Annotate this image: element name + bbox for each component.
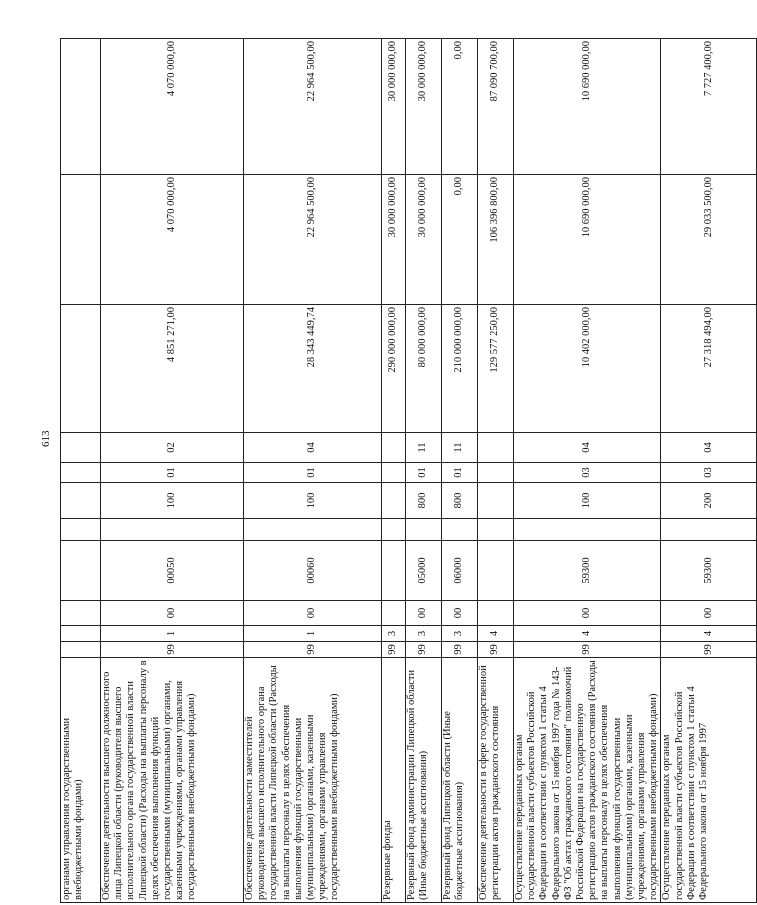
sum-year-2: 22 964 500,00	[244, 175, 382, 305]
code-rz: 4	[514, 626, 661, 642]
sum-year-1: 27 318 494,00	[661, 305, 757, 433]
code-section: 03	[661, 463, 757, 483]
code-cs-extra	[244, 519, 382, 541]
code-gr: 99	[382, 642, 406, 658]
code-section: 03	[514, 463, 661, 483]
sum-year-3: 4 070 000,00	[101, 39, 244, 175]
sum-year-1: 129 577 250,00	[478, 305, 514, 433]
table-row	[661, 39, 757, 903]
code-cs-extra	[406, 519, 442, 541]
sum-year-1: 4 851 271,00	[101, 305, 244, 433]
code-subsection	[61, 433, 101, 463]
code-gr: 99	[514, 642, 661, 658]
row-description: органами управления государственными внебюджетными фондами)	[61, 658, 101, 903]
code-cs	[478, 541, 514, 601]
table-row	[244, 39, 382, 903]
sum-year-2: 4 070 000,00	[101, 175, 244, 305]
table-row	[478, 39, 514, 903]
code-cs-extra	[382, 519, 406, 541]
code-section: 01	[101, 463, 244, 483]
sum-year-3: 0,00	[442, 39, 478, 175]
code-section	[478, 463, 514, 483]
code-rz: 1	[244, 626, 382, 642]
code-pr: 00	[514, 601, 661, 626]
code-vr	[382, 483, 406, 519]
sum-year-1: 290 000 000,00	[382, 305, 406, 433]
row-description: Резервные фонды	[382, 658, 406, 903]
code-cs-extra	[61, 519, 101, 541]
code-subsection: 04	[661, 433, 757, 463]
sum-year-1: 210 000 000,00	[442, 305, 478, 433]
code-gr: 99	[478, 642, 514, 658]
code-cs-extra	[101, 519, 244, 541]
row-description: Обеспечение деятельности заместителей руководителя высшего исполнительного органа государственной власти Липецкой области (Расходы на выплаты персоналу в целях обеспечения выполнения функций государственными (муниципальными) органами, казенными учреждениями, органами управления государственными внебюджетными фондами)	[244, 658, 382, 903]
sum-year-3: 22 964 500,00	[244, 39, 382, 175]
code-cs-extra	[478, 519, 514, 541]
code-pr: 00	[406, 601, 442, 626]
code-vr: 800	[406, 483, 442, 519]
code-subsection: 04	[244, 433, 382, 463]
code-cs	[382, 541, 406, 601]
code-pr	[61, 601, 101, 626]
budget-table	[60, 38, 757, 903]
row-description: Резервный фонд Липецкой области (Иные бюджетные ассигнования)	[442, 658, 478, 903]
sum-year-1: 10 402 000,00	[514, 305, 661, 433]
code-gr: 99	[442, 642, 478, 658]
sum-year-2: 106 396 800,00	[478, 175, 514, 305]
code-cs-extra	[514, 519, 661, 541]
sum-year-3: 7 727 400,00	[661, 39, 757, 175]
code-vr: 100	[514, 483, 661, 519]
code-section	[382, 463, 406, 483]
row-description: Резервный фонд администрации Липецкой области (Иные бюджетные ассигнования)	[406, 658, 442, 903]
code-rz	[61, 626, 101, 642]
code-gr: 99	[244, 642, 382, 658]
code-pr: 00	[244, 601, 382, 626]
table-row	[406, 39, 442, 903]
row-description: Обеспечение деятельности в сфере государственной регистрации актов гражданского состояния	[478, 658, 514, 903]
sum-year-3: 87 090 700,00	[478, 39, 514, 175]
code-pr	[478, 601, 514, 626]
sum-year-1: 28 343 449,74	[244, 305, 382, 433]
code-pr	[382, 601, 406, 626]
code-section	[61, 463, 101, 483]
code-subsection	[478, 433, 514, 463]
code-subsection: 02	[101, 433, 244, 463]
code-section: 01	[442, 463, 478, 483]
code-gr: 99	[101, 642, 244, 658]
code-rz: 3	[406, 626, 442, 642]
code-vr	[478, 483, 514, 519]
code-subsection: 11	[442, 433, 478, 463]
code-vr: 200	[661, 483, 757, 519]
code-pr: 00	[101, 601, 244, 626]
code-subsection	[382, 433, 406, 463]
code-cs: 00050	[101, 541, 244, 601]
code-cs-extra	[442, 519, 478, 541]
code-rz: 1	[101, 626, 244, 642]
table-body	[61, 39, 757, 903]
code-subsection: 04	[514, 433, 661, 463]
code-rz: 3	[442, 626, 478, 642]
page-number-text: 613	[40, 430, 52, 447]
sum-year-2: 10 690 000,00	[514, 175, 661, 305]
page-number	[40, 430, 52, 448]
code-pr: 00	[442, 601, 478, 626]
sum-year-3: 30 000 000,00	[382, 39, 406, 175]
code-cs: 00060	[244, 541, 382, 601]
code-vr: 100	[101, 483, 244, 519]
code-vr: 100	[244, 483, 382, 519]
code-gr: 99	[406, 642, 442, 658]
code-gr	[61, 642, 101, 658]
table-row	[382, 39, 406, 903]
sum-year-2: 30 000 000,00	[406, 175, 442, 305]
code-pr: 00	[661, 601, 757, 626]
code-cs: 59300	[514, 541, 661, 601]
code-cs: 59300	[661, 541, 757, 601]
sum-year-2: 30 000 000,00	[382, 175, 406, 305]
sum-year-3	[61, 39, 101, 175]
sum-year-1	[61, 305, 101, 433]
code-gr: 99	[661, 642, 757, 658]
code-subsection: 11	[406, 433, 442, 463]
table-row	[514, 39, 661, 903]
table-row	[101, 39, 244, 903]
code-vr	[61, 483, 101, 519]
sum-year-3: 10 690 000,00	[514, 39, 661, 175]
code-vr: 800	[442, 483, 478, 519]
row-description: Обеспечение деятельности высшего должностного лица Липецкой области (руководителя высшего исполнительного органа государственной власти Липецкой области) (Расходы на выплаты персоналу в целях обеспечения выполнения функций государственными (муниципальными) органами, казенными учреждениями, органами управления государственными внебюджетными фондами)	[101, 658, 244, 903]
sum-year-1: 80 000 000,00	[406, 305, 442, 433]
code-cs-extra	[661, 519, 757, 541]
code-cs	[61, 541, 101, 601]
row-description: Осуществление переданных органам государственной власти субъектов Российской Федерации в соответствии с пунктом 1 статьи 4 Федерального закона от 15 ноября 1997	[661, 658, 757, 903]
row-description: Осуществление переданных органам государственной власти субъектов Российской Федерации в соответствии с пунктом 1 статьи 4 Федерального закона от 15 ноября 1997 года № 143-ФЗ "Об актах гражданского состояния" полномочий Российской Федерации на государственную регистрацию актов гражданского состояния (Расходы на выплаты персоналу в целях обеспечения выполнения функций государственными (муниципальными) органами, казенными учреждениями, органами управления государственными внебюджетными фондами)	[514, 658, 661, 903]
code-rz: 4	[661, 626, 757, 642]
code-rz: 4	[478, 626, 514, 642]
code-rz: 3	[382, 626, 406, 642]
sum-year-2: 0,00	[442, 175, 478, 305]
code-cs: 06000	[442, 541, 478, 601]
budget-table-rotated	[60, 39, 714, 903]
table-row	[61, 39, 101, 903]
table-row	[442, 39, 478, 903]
code-section: 01	[244, 463, 382, 483]
sum-year-2	[61, 175, 101, 305]
code-cs: 05000	[406, 541, 442, 601]
code-section: 01	[406, 463, 442, 483]
sum-year-2: 29 033 500,00	[661, 175, 757, 305]
sum-year-3: 30 000 000,00	[406, 39, 442, 175]
